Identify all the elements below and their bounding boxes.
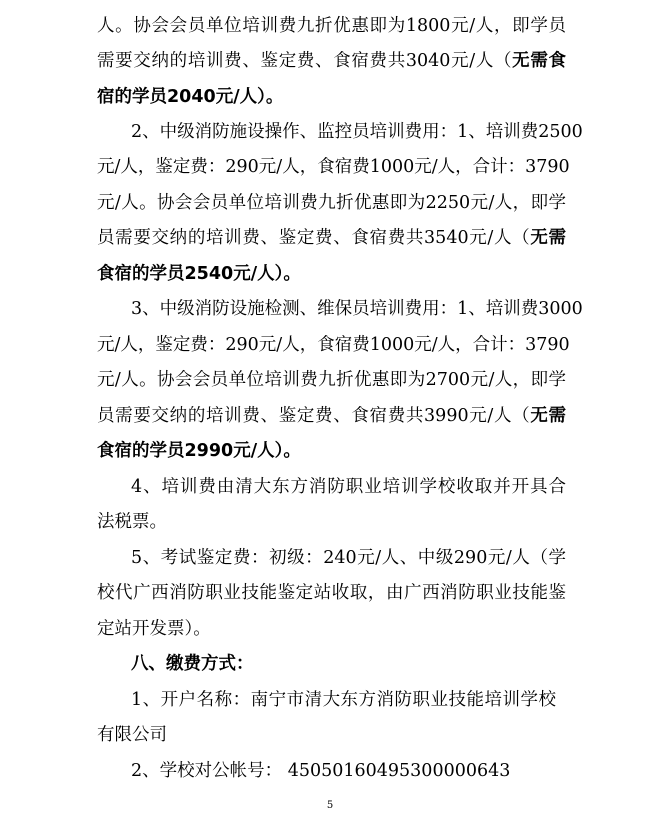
text-line: 法税票。 xyxy=(97,512,167,532)
text-line: 5、考试鉴定费：初级：240元/人、中级290元/人（学 xyxy=(131,548,566,568)
section-heading: 八、缴费方式： xyxy=(131,654,254,674)
text-line: 有限公司 xyxy=(97,725,167,745)
text-line: 校代广西消防职业技能鉴定站收取，由广西消防职业技能鉴 xyxy=(97,583,566,603)
text-line: 元/人，鉴定费：290元/人，食宿费1000元/人，合计：3790 xyxy=(97,335,570,355)
text-line: 2、学校对公帐号： 450501604953000006​43 xyxy=(131,761,511,781)
text-line: 4、培训费由清大东方消防职业培训学校收取并开具合 xyxy=(131,477,566,497)
page-number: 5 xyxy=(326,800,334,811)
text-line: 员需要交纳的培训费、鉴定费、食宿费共3990元/人（无需 xyxy=(97,406,566,426)
text-line: 食宿的学员2990元/人）。 xyxy=(97,441,301,461)
text-line: 1、开户名称：南宁市清大东方消防职业技能培训学校 xyxy=(131,690,556,710)
text-line: 元/人，鉴定费：290元/人，食宿费1000元/人，合计：3790 xyxy=(97,157,570,177)
text-line: 需要交纳的培训费、鉴定费、食宿费共3040元/人（无需食 xyxy=(97,51,566,71)
text-line: 食宿的学员2540元/人）。 xyxy=(97,264,301,284)
text-line: 定站开发票）。 xyxy=(97,619,211,639)
text-line: 元/人。协会会员单位培训费九折优惠即为2250元/人，即学 xyxy=(97,193,566,213)
text-line: 宿的学员2040元/人）。 xyxy=(97,87,284,107)
text-line: 元/人。协会会员单位培训费九折优惠即为2700元/人，即学 xyxy=(97,370,566,390)
text-line: 3、中级消防设施检测、维保员培训费用：1、培训费3000 xyxy=(131,299,583,319)
text-line: 员需要交纳的培训费、鉴定费、食宿费共3540元/人（无需 xyxy=(97,228,566,248)
text-line: 人。协会会员单位培训费九折优惠即为1800元/人，即学员 xyxy=(97,16,566,36)
text-line: 2、中级消防施设操作、监控员培训费用：1、培训费2500 xyxy=(131,122,583,142)
